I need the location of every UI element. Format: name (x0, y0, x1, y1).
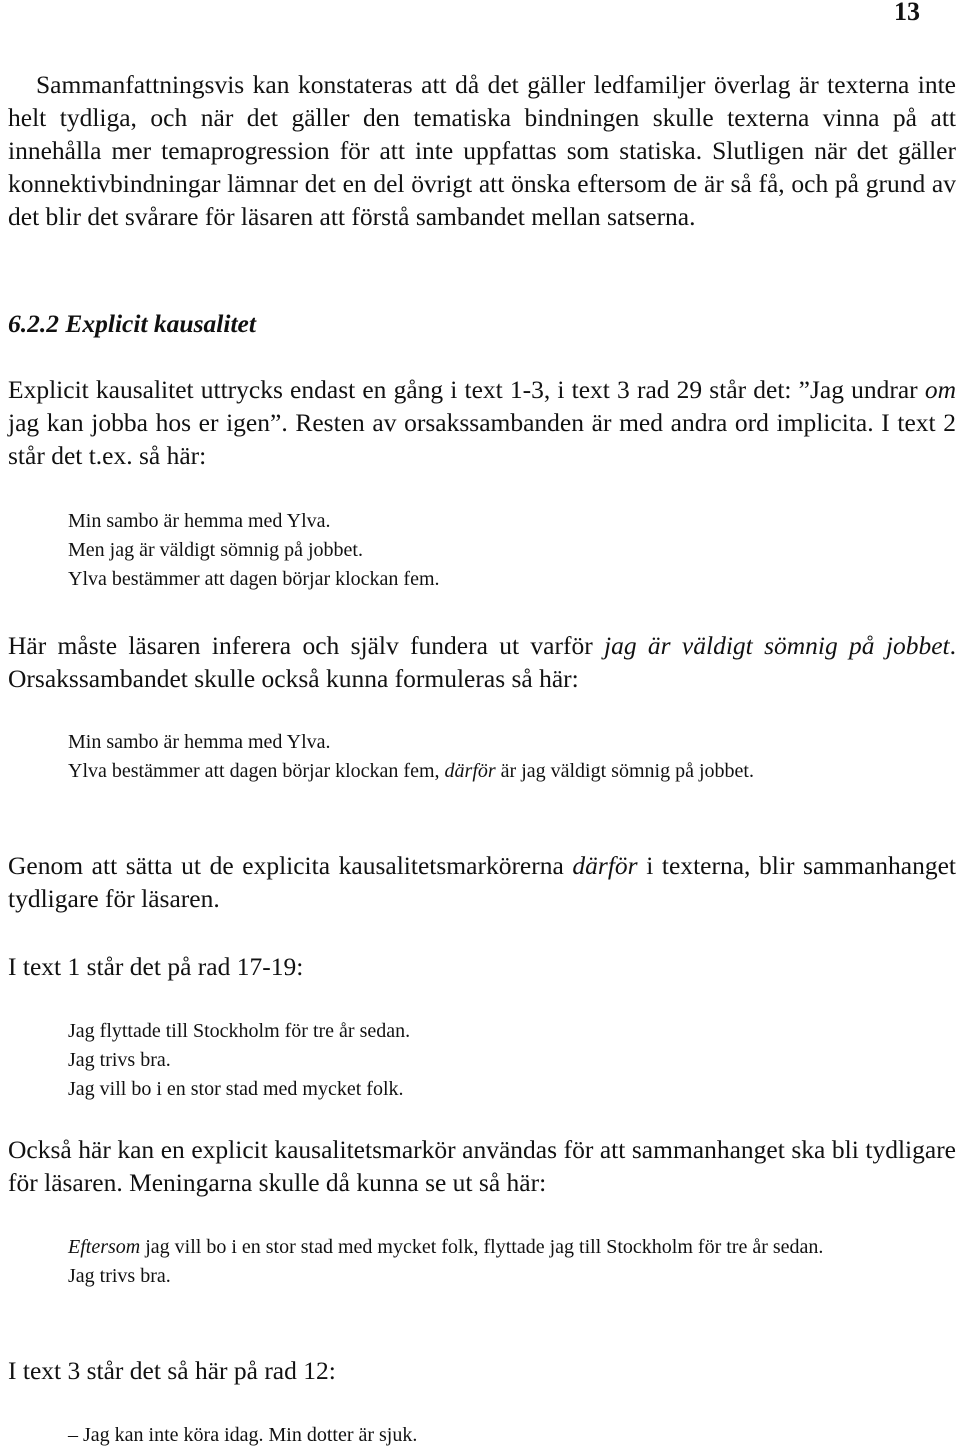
example-line: Min sambo är hemma med Ylva. (68, 510, 331, 532)
example-line (68, 1233, 908, 1262)
text-run: Ylva bestämmer att dagen börjar klockan fem, (68, 760, 445, 782)
example-line: Jag trivs bra. (68, 1049, 171, 1071)
example-block-5 (68, 1421, 417, 1450)
paragraph-text3 (8, 1354, 956, 1387)
emphasis: därför (572, 851, 638, 880)
paragraph-text: Också här kan en explicit kausalitetsmarkör användas för att sammanhanget ska bli tydligare för läsaren. Meningarna skulle då kunna se ut så här: (8, 1135, 956, 1197)
paragraph-text (8, 373, 956, 472)
emphasis: jag är väldigt sömnig på jobbet (604, 631, 950, 660)
emphasis: därför (444, 760, 496, 782)
text-run: är jag väldigt sömnig på jobbet. (495, 760, 754, 782)
example-block-1 (68, 507, 908, 594)
paragraph-text: I text 3 står det så här på rad 12: (8, 1356, 336, 1385)
text-run: Här måste läsaren inferera och själv fundera ut varför (8, 631, 605, 660)
paragraph-text1 (8, 950, 956, 983)
paragraph-markers (8, 849, 956, 915)
example-line: Min sambo är hemma med Ylva. (68, 731, 331, 753)
paragraph-summary (8, 68, 956, 233)
emphasis: Eftersom (68, 1236, 141, 1258)
text-run: . Orsakssambandet skulle också kunna formuleras så här: (8, 631, 956, 693)
text-run: jag kan jobba hos er igen”. Resten av orsakssambanden är med andra ord implicita. I text 2 står det t.ex. så här: (8, 408, 956, 470)
emphasis: om (924, 375, 956, 404)
paragraph-text: I text 1 står det på rad 17-19: (8, 952, 304, 981)
example-line: Jag kan inte köra idag. Min dotter är sjuk. (83, 1424, 418, 1446)
paragraph-text (8, 849, 956, 915)
example-line: Jag flyttade till Stockholm för tre år sedan. (68, 1020, 411, 1042)
example-block-4 (68, 1233, 908, 1291)
example-line: Ylva bestämmer att dagen börjar klockan fem. (68, 568, 440, 590)
text-run: Explicit kausalitet uttrycks endast en gång i text 1-3, i text 3 rad 29 står det: ”Jag undrar (8, 375, 925, 404)
paragraph-infer (8, 629, 956, 695)
example-line: Jag vill bo i en stor stad med mycket folk. (68, 1078, 404, 1100)
example-line (68, 757, 908, 786)
text-run: i texterna, blir sammanhanget tydligare för läsaren. (8, 851, 956, 913)
text-run: jag vill bo i en stor stad med mycket folk, flyttade jag till Stockholm för tre år sedan. (140, 1236, 824, 1258)
page-number: 13 (894, 0, 920, 26)
paragraph-text: Sammanfattningsvis kan konstateras att då det gäller ledfamiljer överlag är texterna inte helt tydliga, och när det gäller den tematiska bindningen skulle texterna vinna på att innehålla mer temaprogression för att inte uppfattas som statiska. Slutligen när det gäller konnektivbindningar lämnar det en del övrigt att önska eftersom de är så få, och på grund av det blir det svårare för läsaren att förstå sambandet mellan satserna. (8, 70, 956, 231)
paragraph-text (8, 629, 956, 695)
dash-marker: – (68, 1424, 78, 1446)
text-run: Genom att sätta ut de explicita kausalitetsmarkörerna (8, 851, 573, 880)
example-block-2 (68, 728, 908, 786)
example-line: Men jag är väldigt sömnig på jobbet. (68, 539, 363, 561)
example-block-3 (68, 1017, 908, 1104)
paragraph-explicit (8, 373, 956, 472)
section-heading (8, 307, 956, 340)
section-heading-text: 6.2.2 Explicit kausalitet (8, 309, 256, 338)
example-line: Jag trivs bra. (68, 1265, 171, 1287)
paragraph-also (8, 1133, 956, 1199)
